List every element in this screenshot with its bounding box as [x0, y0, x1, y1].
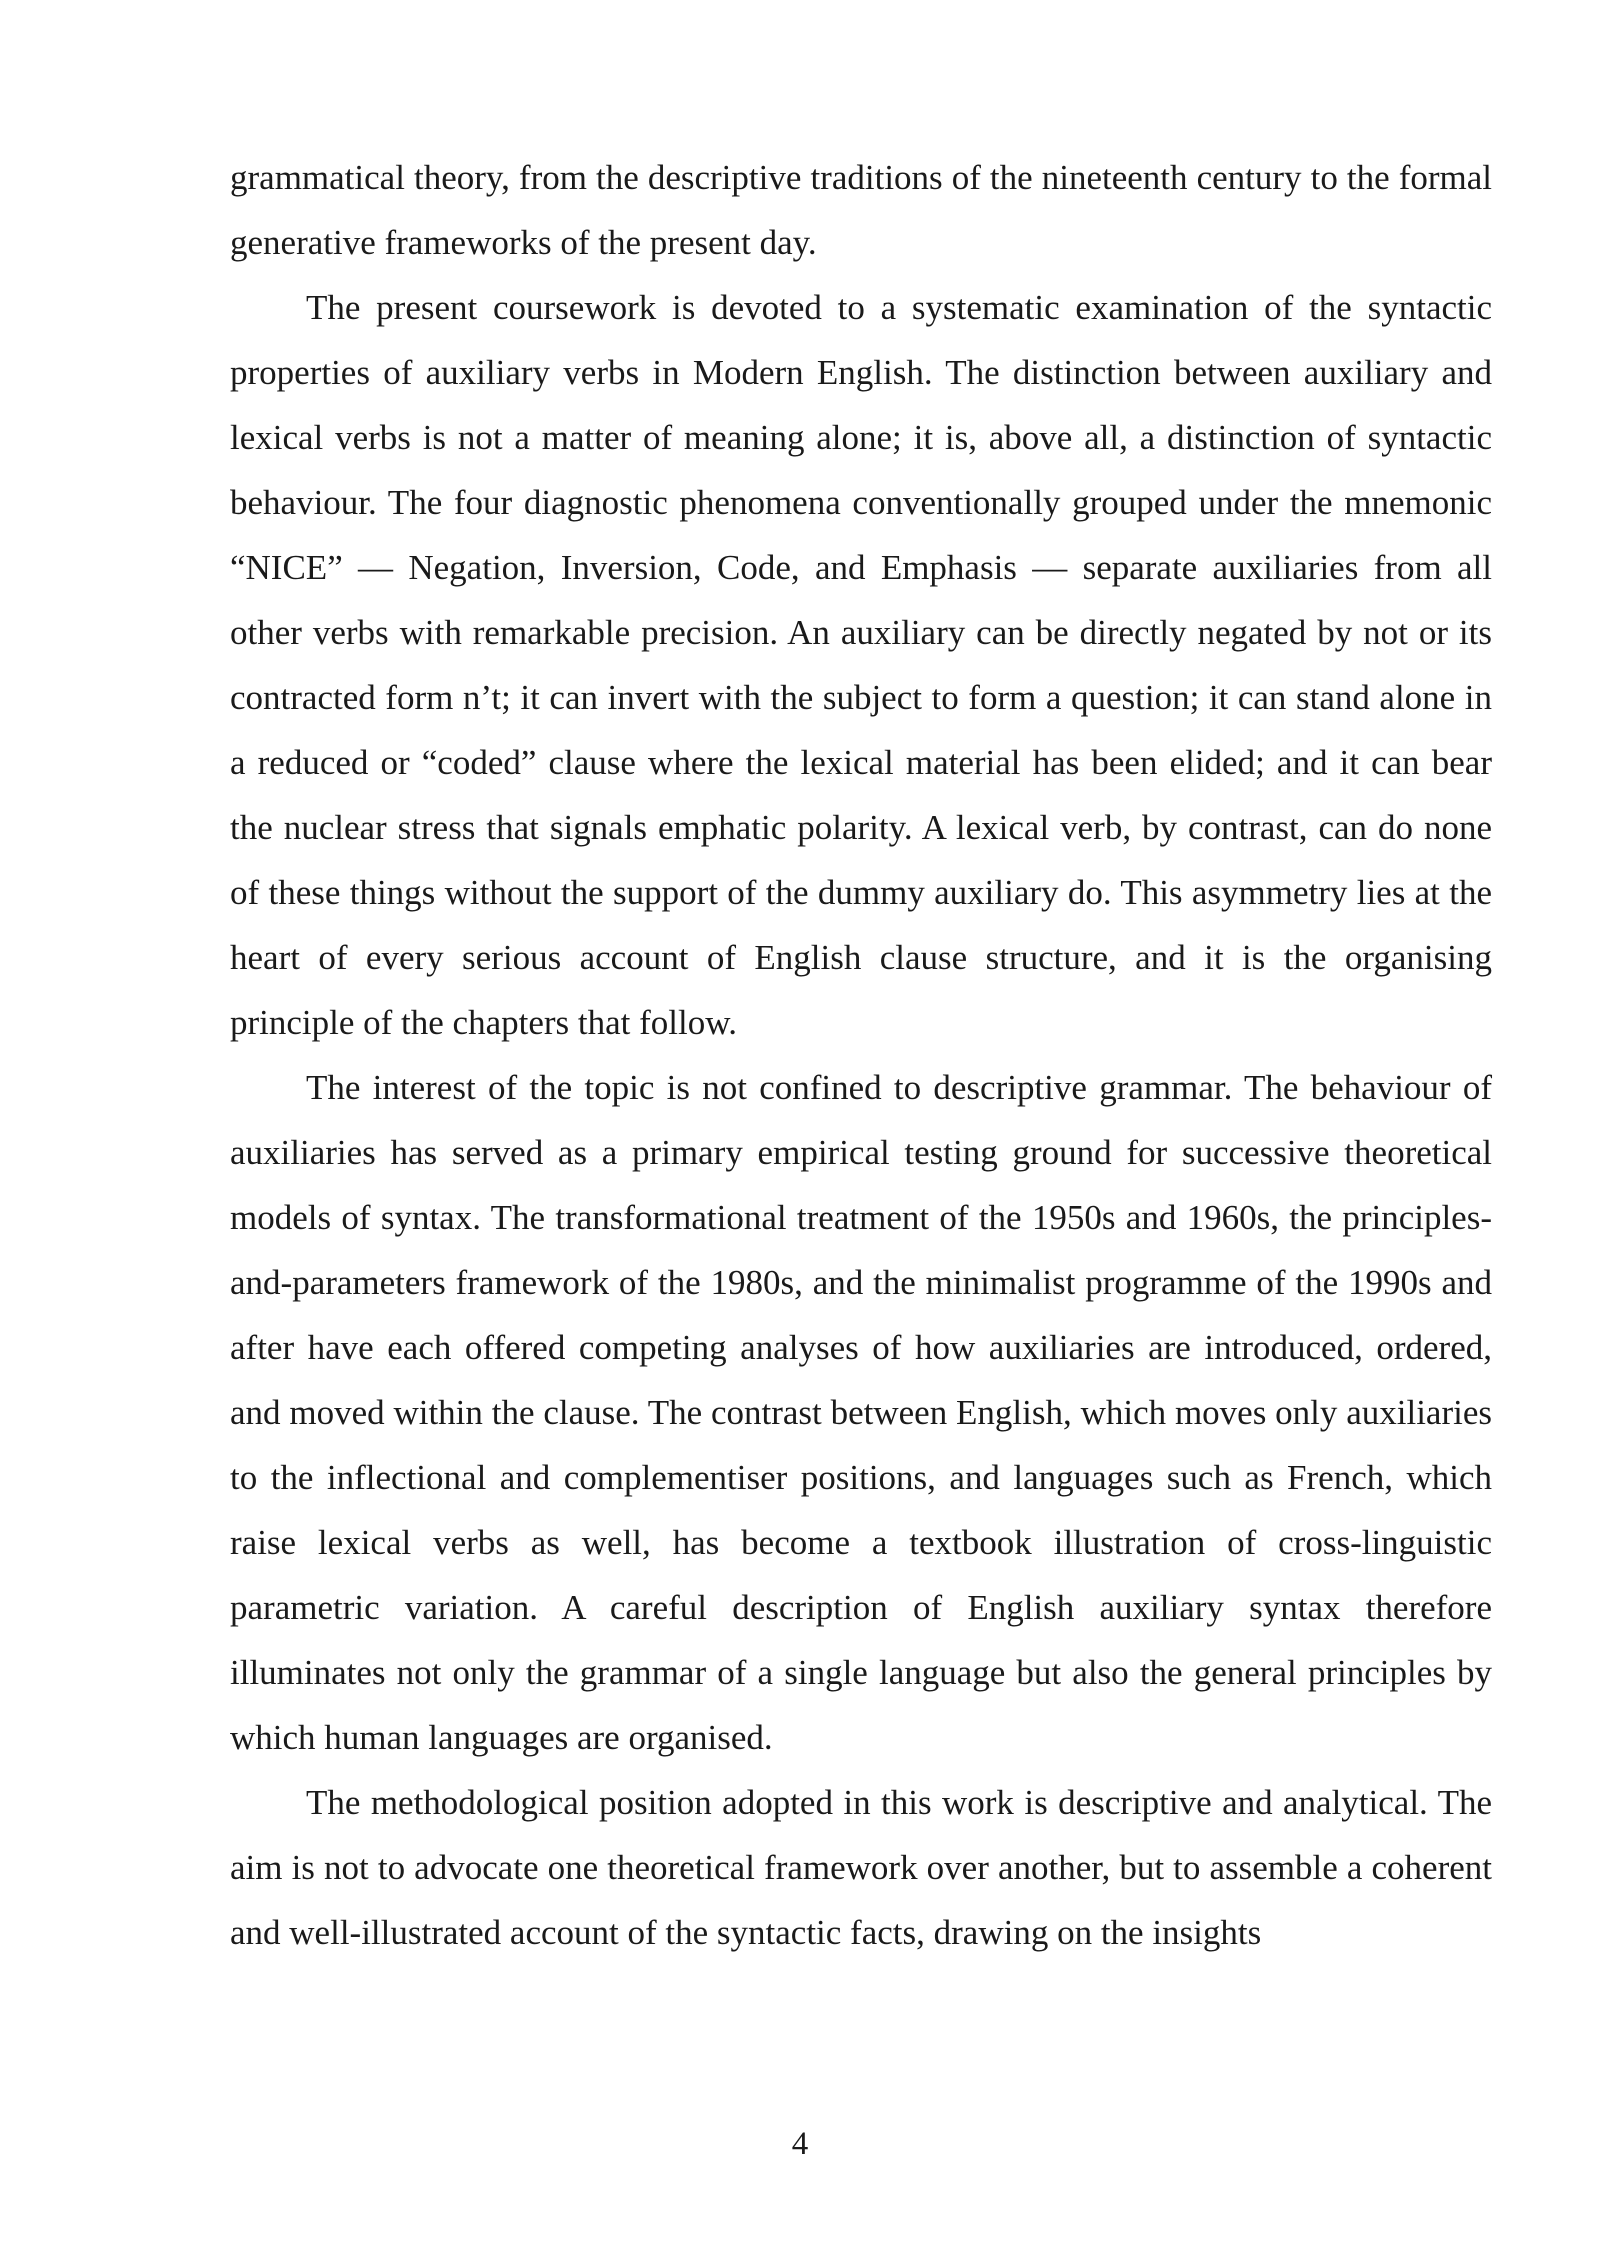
paragraph-methodology: The methodological position adopted in this work is descriptive and analytical. The aim is not to advocate one theoretical framework over another, but to assemble a coherent and well-illustrated account of the syntactic facts, drawing on the insights [230, 1783, 1492, 1952]
paragraph-topic-interest: The interest of the topic is not confined to descriptive grammar. The behaviour of auxiliaries has served as a primary empirical testing ground for successive theoretical models of syntax. The transformational treatment of the 1950s and 1960s, the principles-and-parameters framework of the 1980s, and the minimalist programme of the 1990s and after have each offered competing analyses of how auxiliaries are introduced, ordered, and moved within the clause. The contrast between English, which moves only auxiliaries to the inflectional and complementiser positions, and languages such as French, which raise lexical verbs as well, has become a textbook illustration of cross-linguistic parametric variation. A careful description of English auxiliary syntax therefore illuminates not only the grammar of a single language but also the general principles by which human languages are organised. [230, 1068, 1492, 1757]
paragraph-continuation: grammatical theory, from the descriptive traditions of the nineteenth century to the formal generative frameworks of the present day. [230, 158, 1492, 262]
page-number: 4 [791, 2126, 809, 2162]
paragraph-coursework-purpose: The present coursework is devoted to a systematic examination of the syntactic properties of auxiliary verbs in Modern English. The distinction between auxiliary and lexical verbs is not a matter of meaning alone; it is, above all, a distinction of syntactic behaviour. The four diagnostic phenomena conventionally grouped under the mnemonic “NICE” — Negation, Inversion, Code, and Emphasis — separate auxiliaries from all other verbs with remarkable precision. An auxiliary can be directly negated by not or its contracted form n’t; it can invert with the subject to form a question; it can stand alone in a reduced or “coded” clause where the lexical material has been elided; and it can bear the nuclear stress that signals emphatic polarity. A lexical verb, by contrast, can do none of these things without the support of the dummy auxiliary do. This asymmetry lies at the heart of every serious account of English clause structure, and it is the organising principle of the chapters that follow. [230, 288, 1492, 1042]
body-text [230, 145, 1492, 1965]
